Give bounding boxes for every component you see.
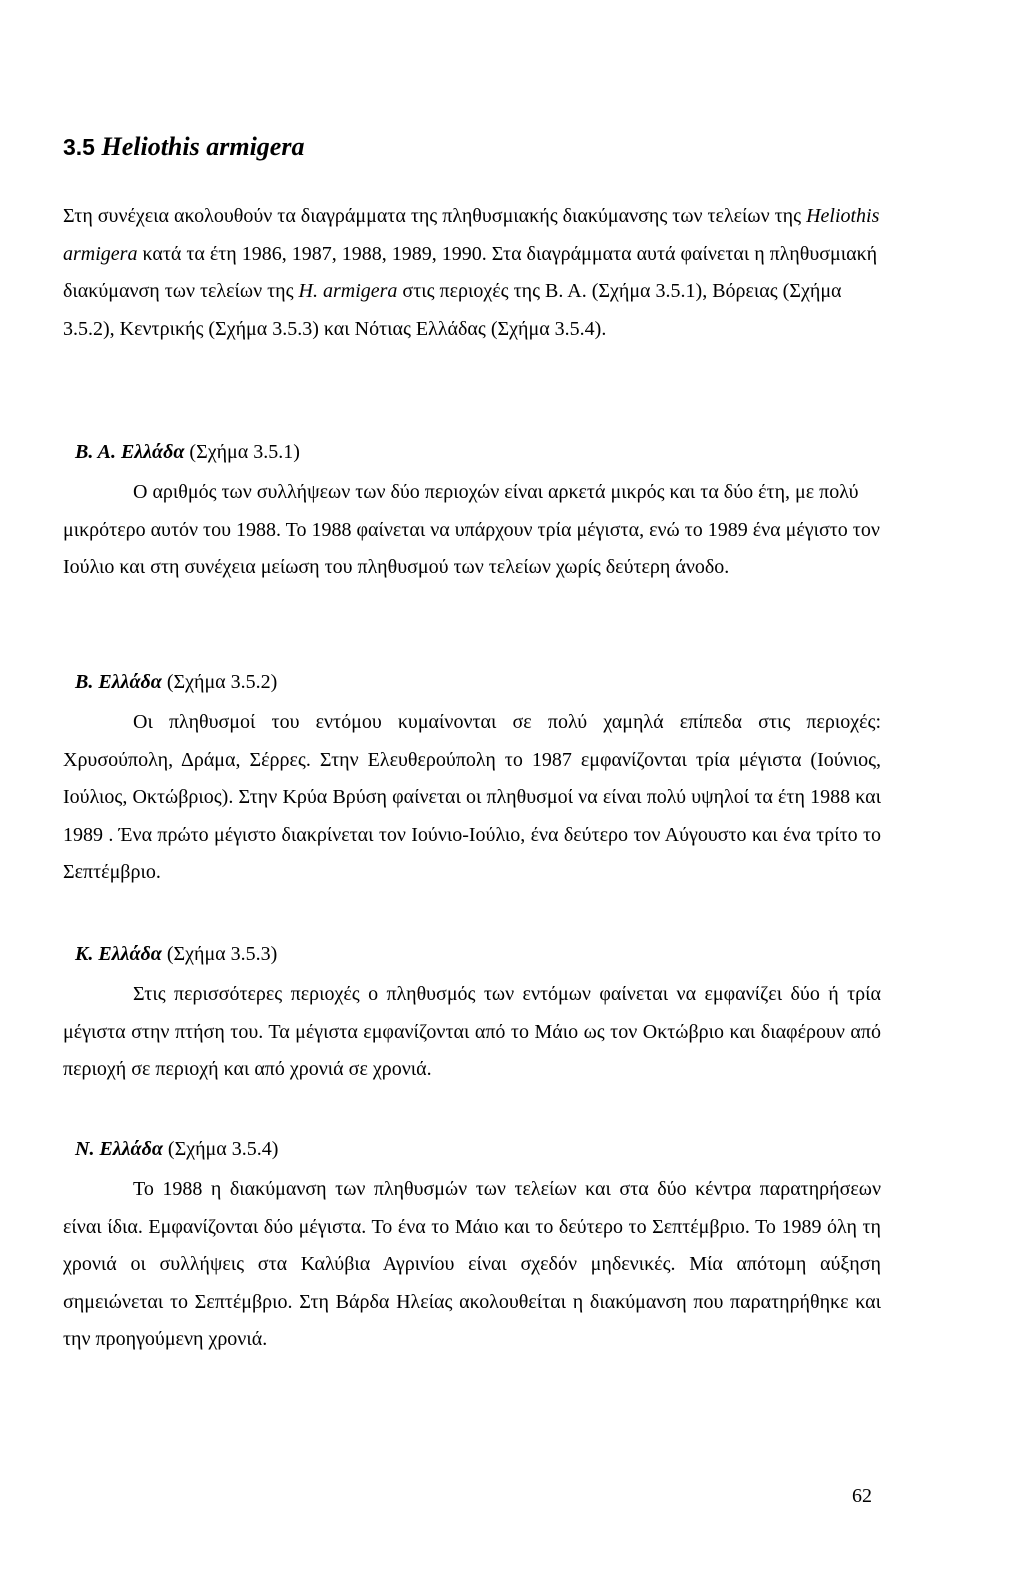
subheading-south-greece xyxy=(75,1138,278,1161)
region-prefix: Β. Α. xyxy=(75,441,121,463)
section-heading xyxy=(63,132,304,162)
subheading-north-greece xyxy=(75,671,277,694)
region-name: Ελλάδα xyxy=(120,441,185,463)
species-name-italic: Heliothis armigera xyxy=(63,205,880,265)
figure-ref: (Σχήμα 3.5.2) xyxy=(161,671,278,693)
figure-ref: (Σχήμα 3.5.3) xyxy=(161,943,278,965)
region-name: Ελλάδα xyxy=(98,671,162,693)
subheading-ne-greece xyxy=(75,441,300,464)
section-number: 3.5 xyxy=(63,134,95,160)
paragraph-ne-greece: Ο αριθμός των συλλήψεων των δύο περιοχών είναι αρκετά μικρός και τα δύο έτη, με πολύ μικρότερο αυτόν του 1988. Το 1988 φαίνεται να υπάρχουν τρία μέγιστα, ενώ το 1989 ένα μέγιστο τον Ιούλιο και στη συνέχεια μείωση του πληθυσμού των τελείων χωρίς δεύτερη άνοδο. xyxy=(63,481,880,578)
paragraph-south-greece: Το 1988 η διακύμανση των πληθυσμών των τελείων και στα δύο κέντρα παρατηρήσεων είναι ίδια. Εμφανίζονται δύο μέγιστα. Το ένα το Μάιο και το δεύτερο το Σεπτέμβριο. Το 1989 όλη τη χρονιά οι συλλήψεις στα Καλύβια Αγρινίου είναι σχεδόν μηδενικές. Μία απότομη αύξηση σημειώνεται το Σεπτέμβριο. Στη Βάρδα Ηλείας ακολουθείται η διακύμανση που παρατηρήθηκε και την προηγούμενη χρονιά. xyxy=(63,1178,881,1350)
intro-text-3: στις περιοχές της Β. Α. (Σχήμα 3.5.1), Βόρειας (Σχήμα 3.5.2), Κεντρικής (Σχήμα 3.5.3) και Νότιας Ελλάδας (Σχήμα 3.5.4). xyxy=(63,280,842,340)
subheading-central-greece xyxy=(75,943,277,966)
figure-ref: (Σχήμα 3.5.1) xyxy=(184,441,300,463)
species-abbrev-italic: H. armigera xyxy=(298,280,398,302)
region-prefix: Β. xyxy=(75,671,99,693)
figure-ref: (Σχήμα 3.5.4) xyxy=(162,1138,279,1160)
intro-paragraph xyxy=(63,198,881,348)
paragraph-central-greece: Στις περισσότερες περιοχές ο πληθυσμός των εντόμων φαίνεται να εμφανίζει δύο ή τρία μέγιστα στην πτήση του. Τα μέγιστα εμφανίζονται από το Μάιο ως τον Οκτώβριο και διαφέρουν από περιοχή σε περιοχή και από χρονιά σε χρονιά. xyxy=(63,983,881,1080)
paragraph-north-greece: Οι πληθυσμοί του εντόμου κυμαίνονται σε πολύ χαμηλά επίπεδα στις περιοχές: Χρυσούπολη, Δράμα, Σέρρες. Στην Ελευθερούπολη το 1987 εμφανίζονται τρία μέγιστα (Ιούνιος, Ιούλιος, Οκτώβριος). Στην Κρύα Βρύση φαίνεται οι πληθυσμοί να είναι πολύ υψηλοί τα έτη 1988 και 1989 . Ένα πρώτο μέγιστο διακρίνεται τον Ιούνιο-Ιούλιο, ένα δεύτερο τον Αύγουστο και ένα τρίτο το Σεπτέμβριο. xyxy=(63,711,881,883)
region-prefix: Ν. xyxy=(75,1138,100,1160)
intro-text-2: κατά τα έτη 1986, 1987, 1988, 1989, 1990. Στα διαγράμματα αυτά φαίνεται η πληθυσμιακή διακύμανση των τελείων της xyxy=(63,242,878,302)
intro-text-1: Στη συνέχεια ακολουθούν τα διαγράμματα της πληθυσμιακής διακύμανσης των τελείων της xyxy=(63,205,807,227)
page-number: 62 xyxy=(852,1485,872,1507)
region-name: Ελλάδα xyxy=(98,943,162,965)
region-name: Ελλάδα xyxy=(99,1138,163,1160)
section-title: Heliothis armigera xyxy=(101,132,305,161)
region-prefix: Κ. xyxy=(75,943,99,965)
